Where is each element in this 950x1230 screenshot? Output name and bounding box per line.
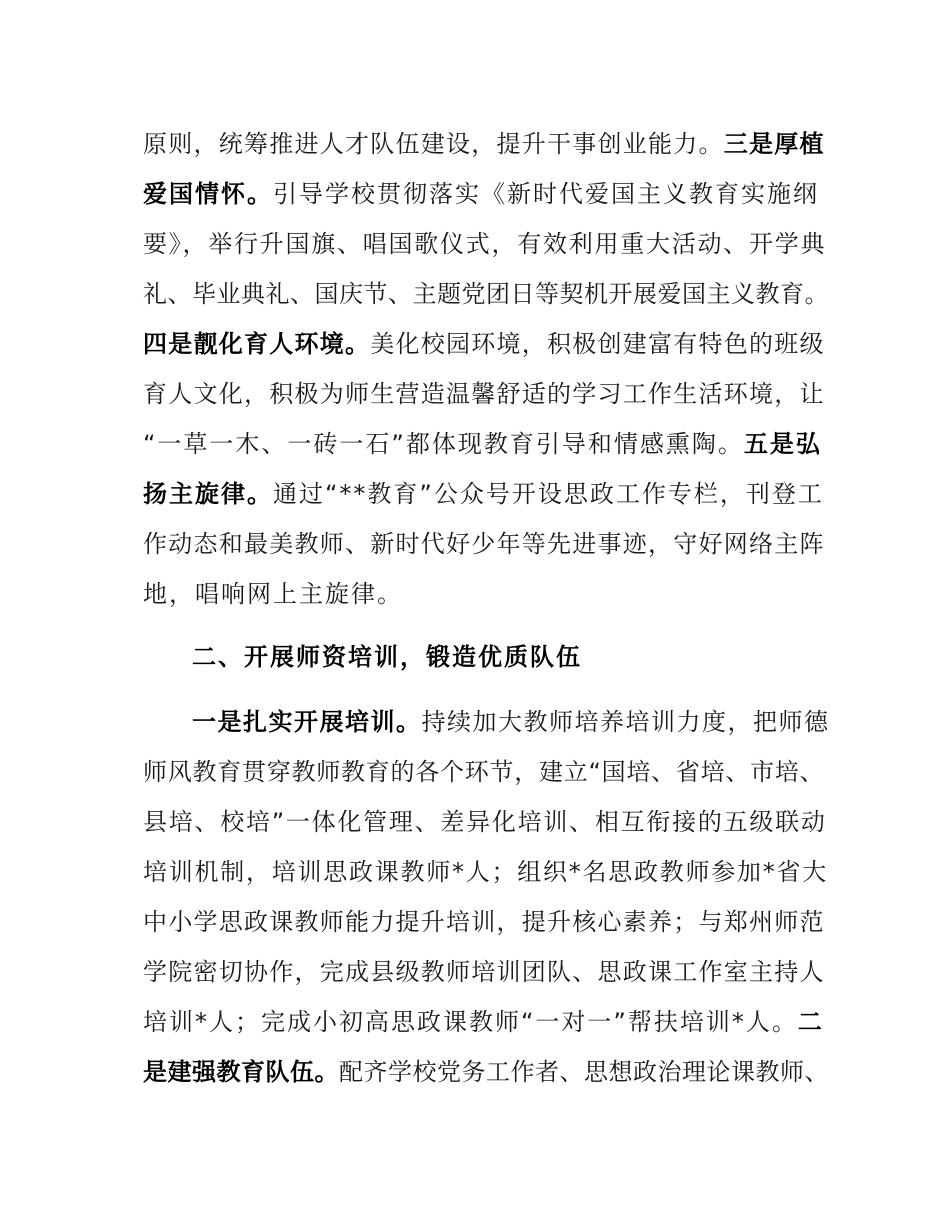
paragraph-line (143, 802, 827, 842)
paragraph-line (143, 174, 819, 214)
body-text: 作动态和最美教师、新时代好少年等先进事迹，守好网络主阵 (143, 530, 825, 558)
paragraph-line (143, 1052, 829, 1092)
body-text: 美化校园环境，积极创建富有特色的班级 (370, 330, 825, 358)
body-text: 培训*人；完成小初高思政课教师“一对一”帮扶培训*人。 (143, 1008, 798, 1036)
body-text: 原则，统筹推进人才队伍建设，提升干事创业能力。 (143, 130, 724, 158)
paragraph-line (143, 374, 825, 414)
bold-lead-text: 二 (797, 1008, 824, 1036)
body-text: 配齐学校党务工作者、思想政治理论课教师、 (339, 1058, 829, 1086)
bold-lead-text: 扬主旋律。 (143, 480, 273, 508)
paragraph-line (143, 474, 824, 514)
body-text: 要》，举行升国旗、唱国歌仪式，有效利用重大活动、开学典 (143, 230, 827, 258)
bold-lead-text: 四是靓化育人环境。 (143, 330, 371, 358)
body-text: 师风教育贯穿教师教育的各个环节，建立“国培、省培、市培、 (143, 758, 825, 786)
body-text: 育人文化，积极为师生营造温馨舒适的学习工作生活环境，让 (143, 380, 825, 408)
paragraph-line (143, 524, 825, 564)
body-text: 通过“**教育”公众号开设思政工作专栏，刊登工 (273, 480, 824, 508)
body-text: 培训机制，培训思政课教师*人；组织*名思政教师参加*省大 (143, 858, 828, 886)
paragraph-line (143, 752, 824, 792)
paragraph-line (143, 952, 825, 992)
body-text: 学院密切协作，完成县级教师培训团队、思政课工作室主持人 (143, 958, 825, 986)
body-text: “一草一木、一砖一石”都体现教育引导和情感熏陶。 (143, 430, 744, 458)
section-heading: 二、开展师资培训，锻造优质队伍 (192, 643, 582, 671)
paragraph-line (143, 574, 403, 614)
body-text: 持续加大教师培养培训力度，把师德 (421, 708, 830, 736)
paragraph-line (143, 274, 829, 314)
paragraph-line (143, 324, 825, 364)
paragraph-line (143, 852, 828, 892)
paragraph-line (143, 424, 822, 464)
bold-lead-text: 是建强教育队伍。 (143, 1058, 339, 1086)
body-text: 地，唱响网上主旋律。 (143, 580, 403, 608)
paragraph-line (143, 124, 825, 164)
paragraph-line (192, 702, 830, 742)
body-text: 礼、毕业典礼、国庆节、主题党团日等契机开展爱国主义教育。 (143, 280, 829, 308)
body-text: 引导学校贯彻落实《新时代爱国主义教育实施纲 (273, 180, 819, 208)
bold-lead-text: 三是厚植 (723, 130, 825, 158)
bold-lead-text: 五是弘 (743, 430, 822, 458)
paragraph-line (143, 1002, 824, 1042)
bold-lead-text: 一是扎实开展培训。 (192, 708, 422, 736)
paragraph-line (143, 224, 826, 264)
body-text: 中小学思政课教师能力提升培训，提升核心素养；与郑州师范 (143, 908, 825, 936)
bold-lead-text: 爱国情怀。 (143, 180, 273, 208)
body-text: 县培、校培”一体化管理、差异化培训、相互衔接的五级联动 (143, 808, 827, 836)
paragraph-line (143, 902, 825, 942)
